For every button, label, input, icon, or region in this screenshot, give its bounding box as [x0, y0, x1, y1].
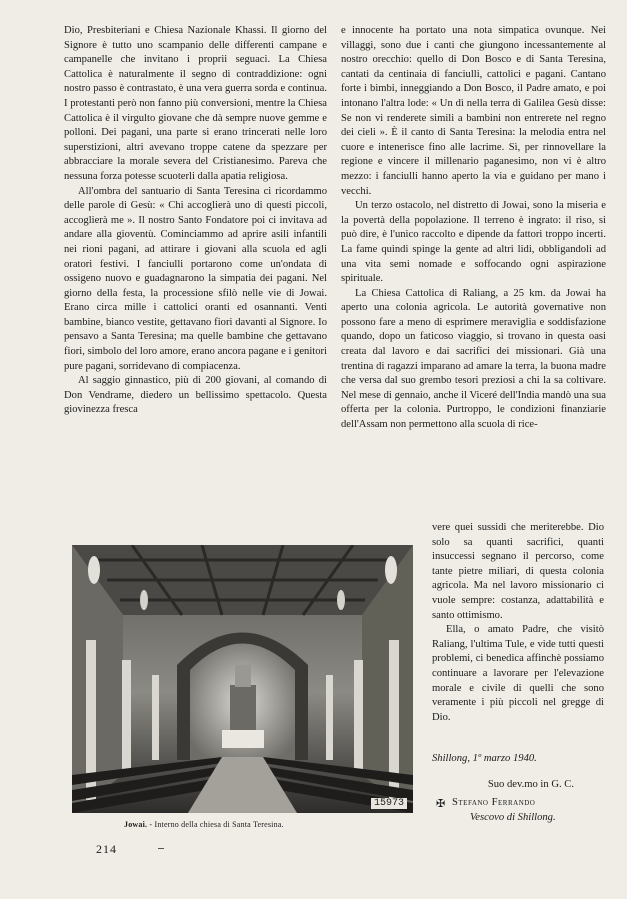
- paragraph: e innocente ha portato una nota simpatica ovunque. Nei villaggi, sono due i canti che giungono incessantemente al nostro orecchio: quello di Don Bosco e di Santa Teresina, cantati da centinaia di fanciulli, cattolici e pagani. Cantano forte i bimbi, inneggiando a Don Bosco, il Padre amato, e poi intonano l'altra lode: « Un dì nella terra di Galilea Gesù disse: Se non vi renderete simili a bambini non entrerete nel regno dei cieli ». È il canto di Santa Teresina: la melodia entra nel cuore e intenerisce fino alle lacrime. Sì, per rinnovellare la regione e vincere il millenario paganesimo, non vi è altro mezzo: i fanciulli hanno aperto la via e guidano per mano i vecchi.: [341, 25, 606, 197]
- page-mark: [158, 848, 164, 849]
- paragraph: Ella, o amato Padre, che visitò Raliang, l'ultima Tule, e vide tutti questi problemi, ci benedica affinchè possiamo continuare a lavorare per l'elevazione morale e civile di quelli che sono veramente i più piccoli nel gregge di Dio.: [432, 624, 604, 723]
- left-text-column: [64, 24, 327, 418]
- right-text-column: [341, 24, 606, 433]
- signature-title: Vescovo di Shillong.: [470, 812, 556, 823]
- paragraph: All'ombra del santuario di Santa Teresina ci ricordammo delle parole di Gesù: « Chi accoglierà uno di questi piccoli, accoglierà me ». Il nostro Santo Fondatore poi ci invitava ad andare alla gioventù. Cominciammo ad aprire asili infantili nei rioni pagani, ad attirare i giovani alla scuola ed agli oratori festivi. I fanciulli portarono come un'ondata di ossigeno nuovo e guadagnarono la simpatia dei pagani. Nel giorno della festa, la processione sfilò nelle vie di Jowai. Erano circa mille i cattolici oranti ed osannanti. Venti bambine, bianco vestite, gettavano fiori davanti al Signore. Io pensavo a Santa Teresina; ma quelle bambine che gettavano fiori, simbolo del loro amore, erano ancora pagane e i genitori pure pagani, sorridevano di compiacenza.: [64, 185, 327, 372]
- church-interior-photo: [72, 545, 413, 813]
- paragraph: vere quei sussidi che meriterebbe. Dio solo sa quanti sacrifici, quanti insuccessi segnano il percorso, come tante pietre miliari, di questa colonia agricola. Ma nel lavoro missionario ci vuole sempre: costanza, adattabilità e santo ottimismo.: [432, 522, 604, 621]
- photo-number-tag: 15973: [371, 798, 407, 809]
- signature-date: Shillong, 1º marzo 1940.: [432, 753, 537, 764]
- signature-closing: Suo dev.mo in G. C.: [487, 779, 574, 790]
- caption-text: - Interno della chiesa di Santa Teresina.: [147, 820, 284, 829]
- right-narrow-text-column: [432, 521, 604, 725]
- paragraph: Dio, Presbiteriani e Chiesa Nazionale Khassi. Il giorno del Signore è tutto uno scampanio delle differenti campane e campanelle che invitano i proprii seguaci. La Chiesa Cattolica è naturalmente il segno di contraddizione: ogni nostro passo è contrastato, è una vera guerra sorda e continua. I protestanti però non fanno più conversioni, mentre la Chiesa Cattolica è il virgulto giovane che dà sempre nuove gemme e polloni. Dei pagani, una parte si erano trincerati nelle loro superstizioni, altri avevano troppe catene da spezzare per abbracciare la morale severa del Cristianesimo. Pareva che nessuna forza potesse scuoterli dalla apatia religiosa.: [64, 25, 327, 182]
- page-number: 214: [96, 842, 117, 856]
- cross-icon: ✠: [436, 798, 446, 810]
- paragraph: La Chiesa Cattolica di Raliang, a 25 km. da Jowai ha aperto una colonia agricola. Le autorità governative non possono fare a meno di esprimere meraviglia e soddisfazione quando, dopo un faticoso viaggio, si trovano in questa oasi creata dal lavoro e dai sacrifici dei missionari. Già una trentina di ragazzi imparano ad amare la terra, la buona madre che versa dal suo grembo tesori preziosi a chi la sa coltivare. Nel mese di gennaio, anche il Viceré dell'India mandò una sua offerta per la colonia. Purtroppo, le condizioni finanziarie dell'Assam non permettono alla scuola di rice-: [341, 287, 606, 431]
- photo-caption: [124, 820, 384, 829]
- caption-place: Jowai.: [124, 820, 148, 829]
- paragraph: Un terzo ostacolo, nel distretto di Jowai, sono la miseria e la povertà della popolazione. Il terreno è ingrato: il riso, si può dire, è l'unico raccolto e dipende da fattori troppo incerti. La fame quindi spinge la gente ad altri lidi, obbligandoli ad una vita semi nomade e soffocando ogni aspirazione spirituale.: [341, 200, 606, 285]
- signature-name: Stefano Ferrando: [452, 797, 536, 808]
- paragraph: Al saggio ginnastico, più di 200 giovani, al comando di Don Vendrame, diedero un bellissimo spettacolo. Questa giovinezza fresca: [64, 375, 327, 416]
